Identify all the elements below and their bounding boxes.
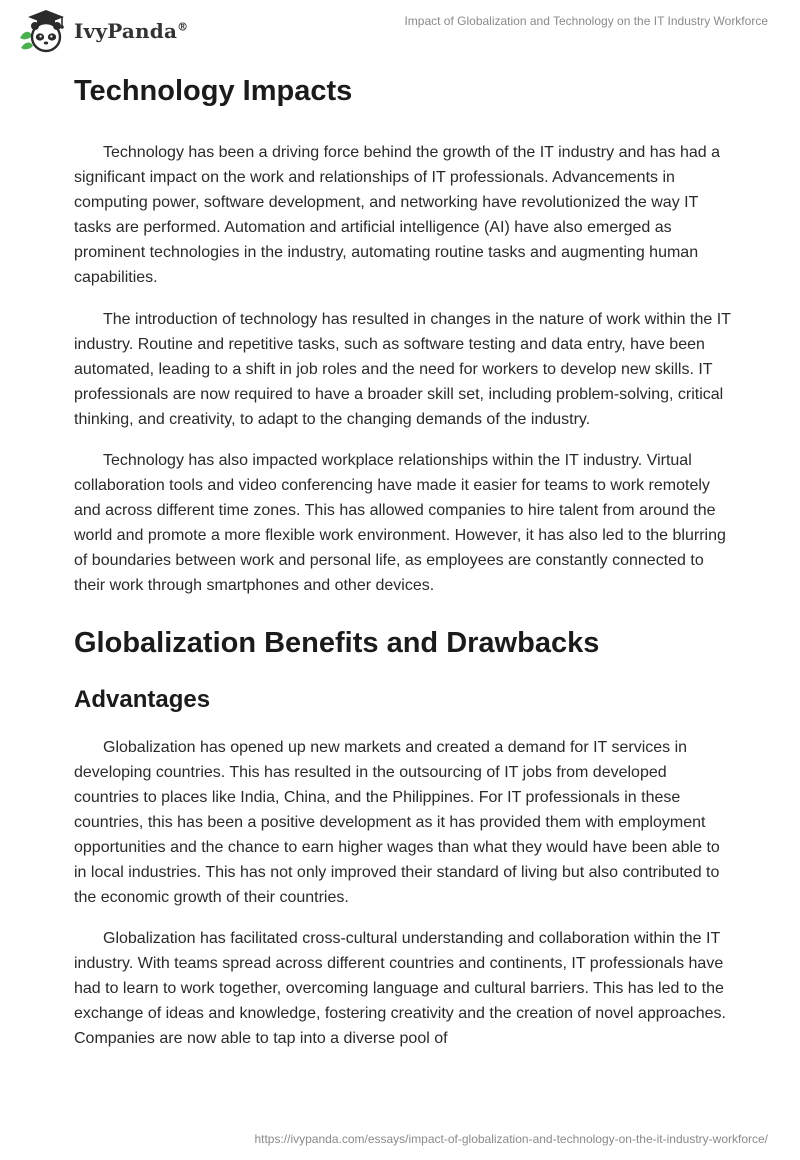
- logo-wordmark: IvyPanda: [74, 19, 178, 43]
- panda-graduate-icon: [18, 8, 68, 54]
- essay-content: [74, 72, 734, 1051]
- registered-mark: ®: [177, 20, 189, 34]
- logo-text: [74, 19, 188, 43]
- paragraph: The introduction of technology has resulted in changes in the nature of work within the IT industry. Routine and repetitive tasks, such as software testing and data entry, have been automated, leading to a shift in job roles and the need for workers to develop new skills. IT professionals are now required to have a broader skill set, including problem-solving, critical thinking, and creativity, to adapt to the changing demands of the industry.: [74, 311, 731, 428]
- heading-advantages: Advantages: [74, 686, 211, 713]
- paragraph: Technology has been a driving force behind the growth of the IT industry and has had a significant impact on the work and relationships of IT professionals. Advancements in computing power, software development, and networking have revolutionized the way IT tasks are performed. Automation and artificial intelligence (AI) have also emerged as prominent technologies in the industry, automating routine tasks and augmenting human capabilities.: [74, 144, 720, 286]
- paragraph: Globalization has opened up new markets and created a demand for IT services in developing countries. This has resulted in the outsourcing of IT jobs from developed countries to places like India, China, and the Philippines. For IT professionals in these countries, this has been a positive development as it has provided them with employment opportunities and the chance to earn higher wages than what they would have been able to in local industries. This has not only improved their standard of living but also contributed to the economic growth of their countries.: [74, 739, 720, 906]
- document-title: Impact of Globalization and Technology on the IT Industry Workforce: [404, 14, 768, 28]
- source-url[interactable]: https://ivypanda.com/essays/impact-of-globalization-and-technology-on-the-it-industry-workforce/: [254, 1132, 768, 1146]
- heading-technology-impacts: Technology Impacts: [74, 75, 353, 107]
- heading-globalization: Globalization Benefits and Drawbacks: [74, 627, 600, 659]
- page-header: [0, 0, 800, 60]
- ivypanda-logo[interactable]: [18, 8, 188, 54]
- paragraph: Technology has also impacted workplace relationships within the IT industry. Virtual collaboration tools and video conferencing have made it easier for teams to work remotely and across different time zones. This has allowed companies to hire talent from around the world and promote a more flexible work environment. However, it has also led to the blurring of boundaries between work and personal life, as employees are constantly connected to their work through smartphones and other devices.: [74, 452, 726, 594]
- paragraph: Globalization has facilitated cross-cultural understanding and collaboration within the IT industry. With teams spread across different countries and continents, IT professionals have had to learn to work together, overcoming language and cultural barriers. This has led to the exchange of ideas and knowledge, fostering creativity and the creation of novel approaches. Companies are now able to tap into a diverse pool of: [74, 930, 726, 1047]
